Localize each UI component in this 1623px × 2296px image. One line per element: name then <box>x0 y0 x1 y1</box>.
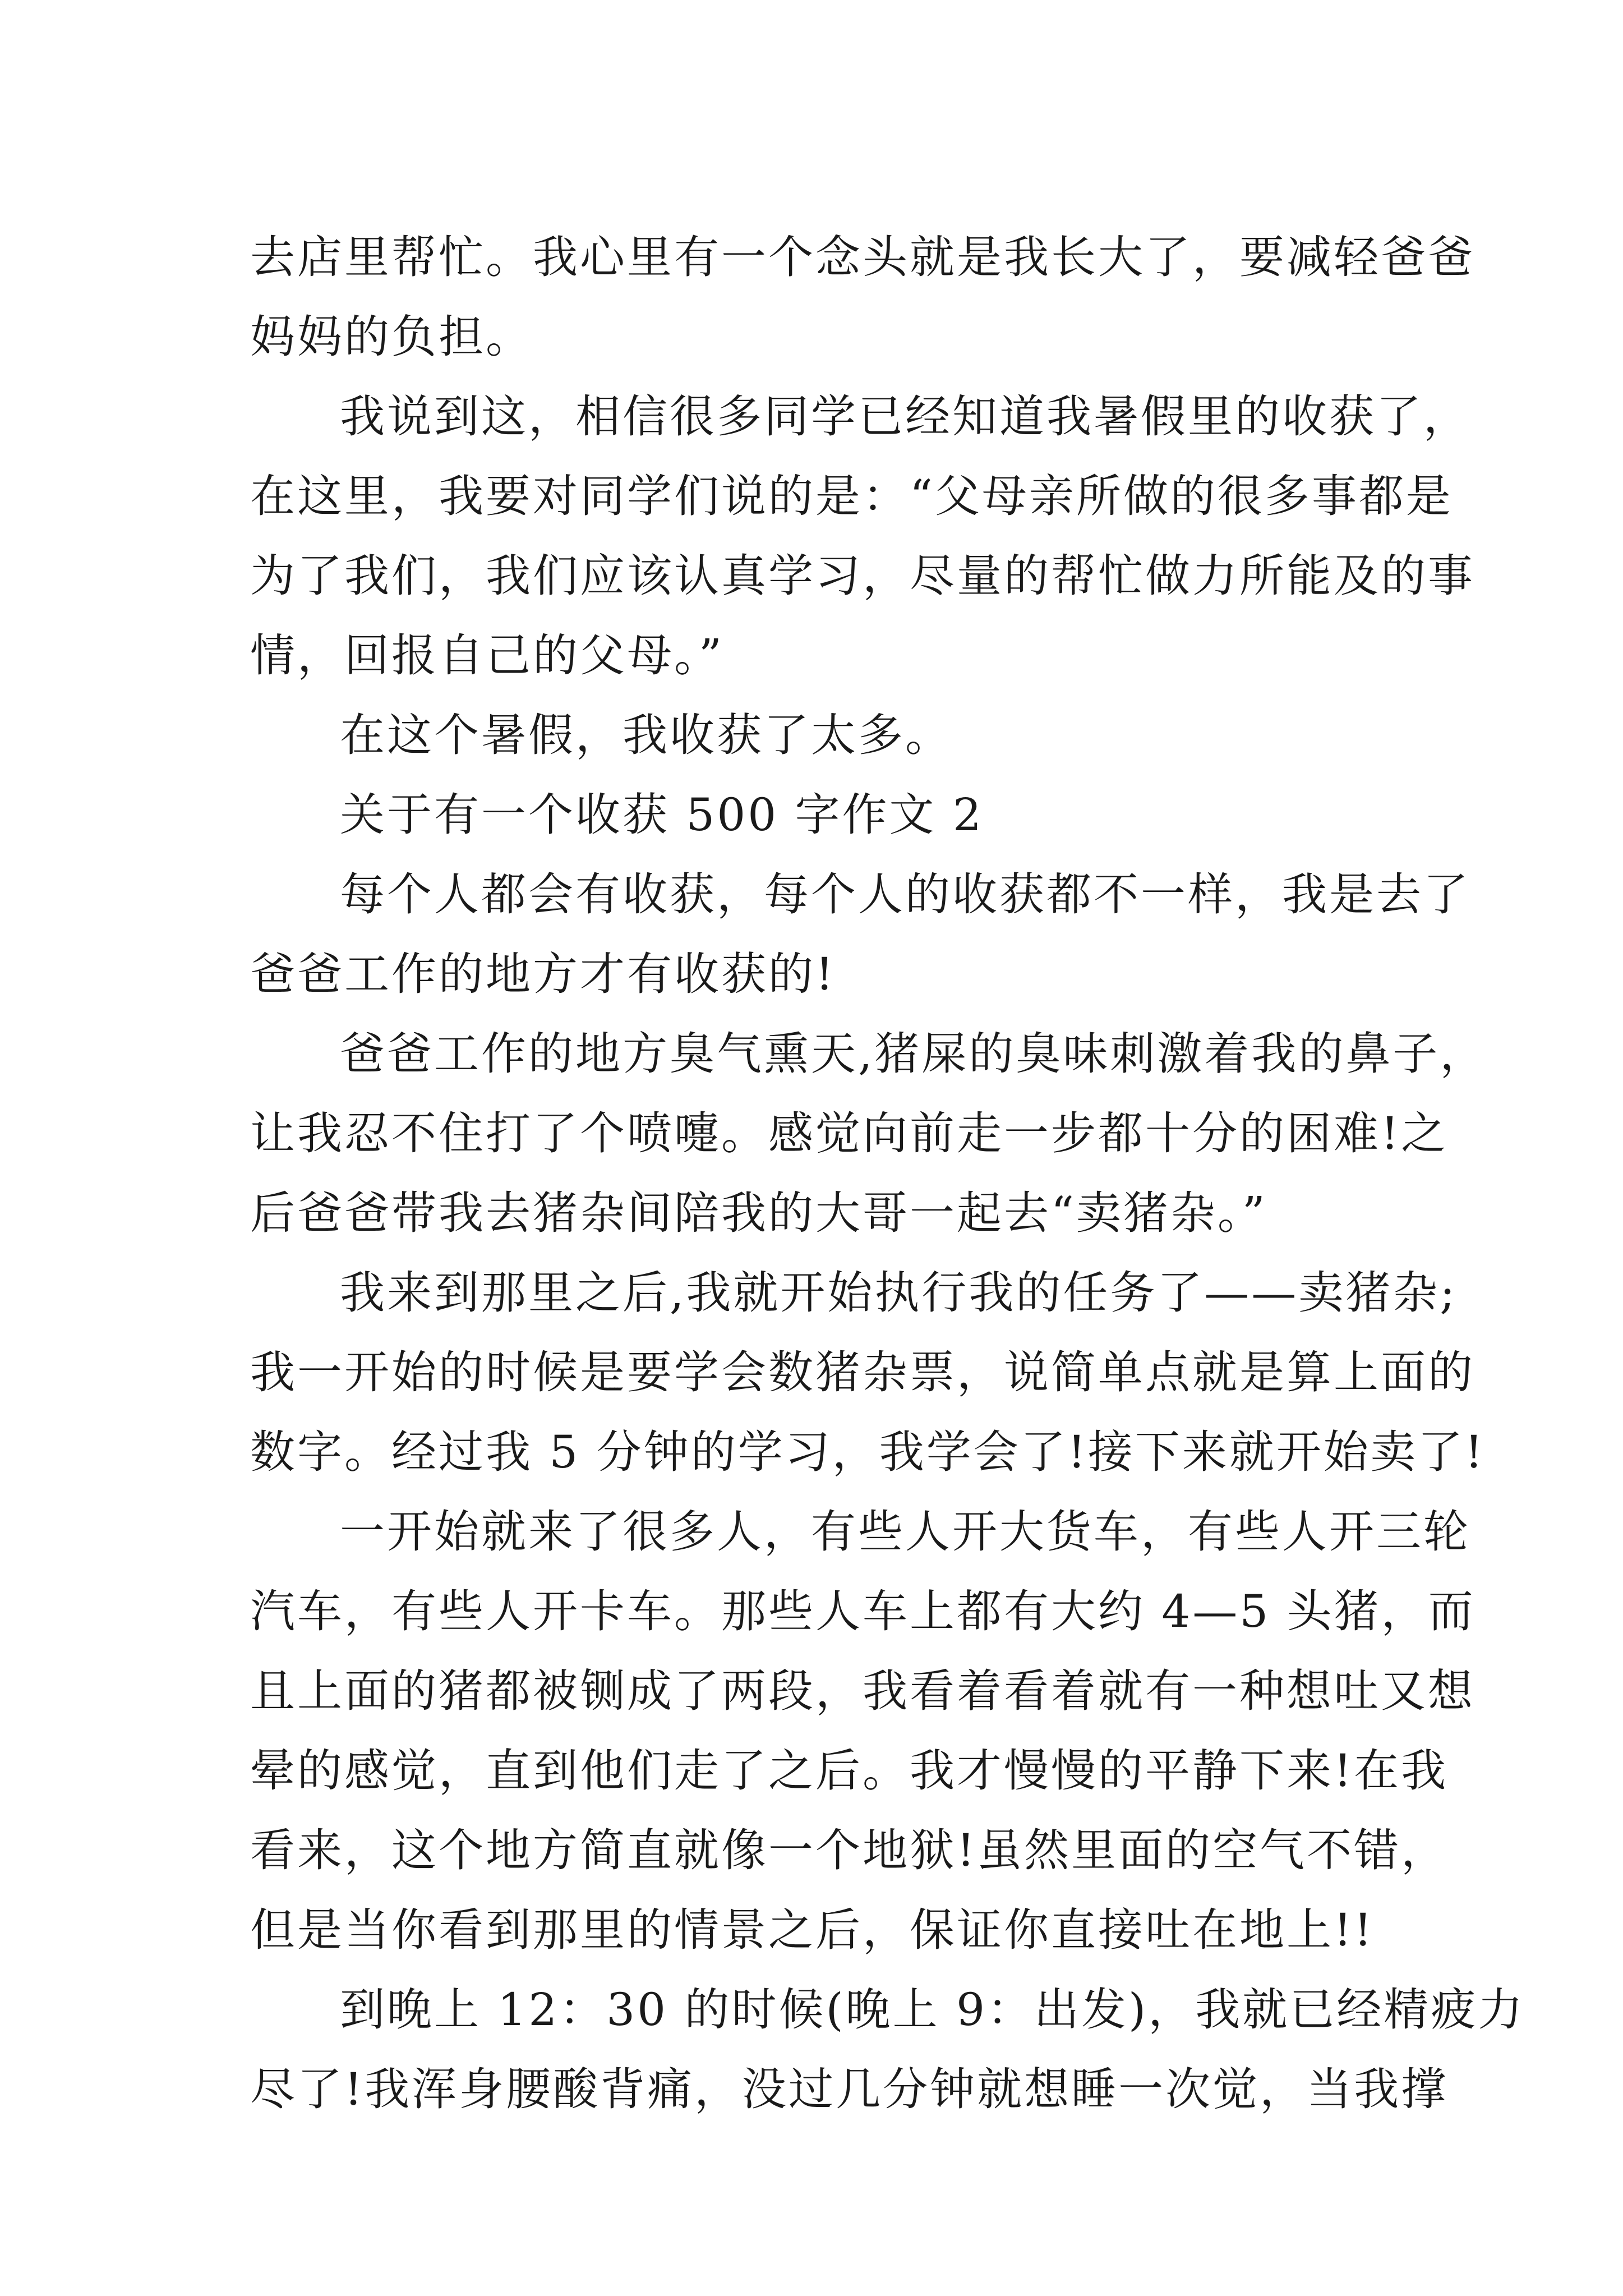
text-line: 我一开始的时候是要学会数猪杂票，说简单点就是算上面的 <box>250 1346 1475 1398</box>
text-line: 让我忍不住打了个喷嚏。感觉向前走一步都十分的困难!之 <box>250 1107 1449 1159</box>
paragraph-start: 我说到这，相信很多同学已经知道我暑假里的收获了， <box>340 390 1470 443</box>
section-heading: 关于有一个收获 500 字作文 2 <box>340 789 984 841</box>
text-line: 但是当你看到那里的情景之后，保证你直接吐在地上!! <box>250 1904 1375 1956</box>
text-line: 晕的感觉，直到他们走了之后。我才慢慢的平静下来!在我 <box>250 1745 1449 1797</box>
text-line: 且上面的猪都被铡成了两段，我看着看着就有一种想吐又想 <box>250 1665 1475 1717</box>
text-line: 后爸爸带我去猪杂间陪我的大哥一起去“卖猪杂。” <box>250 1187 1267 1239</box>
paragraph-start: 在这个暑假，我收获了太多。 <box>340 709 952 761</box>
text-line: 妈妈的负担。 <box>250 311 533 363</box>
paragraph-start: 一开始就来了很多人，有些人开大货车，有些人开三轮 <box>340 1506 1470 1558</box>
text-line: 爸爸工作的地方才有收获的! <box>250 948 836 1000</box>
paragraph-start: 到晚上 12：30 的时候(晚上 9：出发)，我就已经精疲力 <box>340 1984 1525 2036</box>
text-line: 汽车，有些人开卡车。那些人车上都有大约 4—5 头猪，而 <box>250 1585 1476 1637</box>
text-line: 数字。经过我 5 分钟的学习，我学会了!接下来就开始卖了! <box>250 1426 1486 1478</box>
text-line: 看来，这个地方简直就像一个地狱!虽然里面的空气不错， <box>250 1824 1449 1876</box>
document-body <box>250 218 1525 2129</box>
text-line: 去店里帮忙。我心里有一个念头就是我长大了，要减轻爸爸 <box>250 231 1475 283</box>
text-line: 尽了!我浑身腰酸背痛，没过几分钟就想睡一次觉，当我撑 <box>250 2063 1449 2115</box>
paragraph-start: 每个人都会有收获，每个人的收获都不一样，我是去了 <box>340 868 1470 921</box>
text-line: 情，回报自己的父母。” <box>250 629 724 682</box>
text-line: 为了我们，我们应该认真学习，尽量的帮忙做力所能及的事 <box>250 550 1475 602</box>
paragraph-start: 我来到那里之后,我就开始执行我的任务了——卖猪杂; <box>340 1267 1458 1319</box>
paragraph-start: 爸爸工作的地方臭气熏天,猪屎的臭味刺激着我的鼻子， <box>340 1028 1487 1080</box>
text-line: 在这里，我要对同学们说的是：“父母亲所做的很多事都是 <box>250 470 1453 522</box>
